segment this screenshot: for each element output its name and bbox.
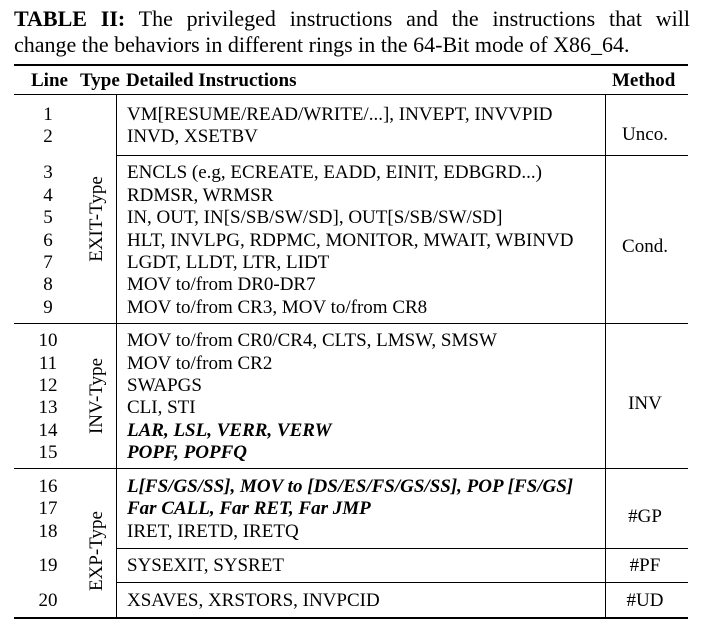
row-instructions: MOV to/from CR0/CR4, CLTS, LMSW, SMSW (127, 330, 497, 351)
header-method: Method (612, 70, 676, 91)
row-line-number: 10 (38, 330, 58, 351)
row-line-number: 11 (38, 353, 58, 374)
row-line-number: 15 (38, 442, 58, 463)
row-line-number: 20 (38, 590, 58, 611)
row-instructions: IN, OUT, IN[S/SB/SW/SD], OUT[S/SB/SW/SD] (127, 207, 503, 228)
bottom-rule (14, 617, 688, 619)
row-instructions: HLT, INVLPG, RDPMC, MONITOR, MWAIT, WBINVD (127, 230, 574, 251)
group-divider (14, 468, 688, 469)
row-instructions: LGDT, LLDT, LTR, LIDT (127, 252, 330, 273)
row-divider (117, 548, 688, 549)
row-instructions: L[FS/GS/SS], MOV to [DS/ES/FS/GS/SS], POP [FS/GS] (127, 476, 574, 497)
row-instructions: CLI, STI (127, 397, 196, 418)
row-divider (117, 582, 688, 583)
row-line-number: 9 (43, 297, 53, 318)
method-pf: #PF (629, 555, 661, 576)
caption-label: TABLE II: (14, 6, 126, 31)
row-line-number: 3 (43, 162, 53, 183)
top-rule (14, 64, 688, 66)
row-line-number: 6 (43, 230, 53, 251)
row-line-number: 2 (43, 126, 53, 147)
row-instructions: MOV to/from CR3, MOV to/from CR8 (127, 297, 428, 318)
row-instructions: MOV to/from CR2 (127, 353, 273, 374)
row-line-number: 19 (38, 555, 58, 576)
caption-line2: change the behaviors in different rings in the 64-Bit mode of X86_64. (14, 32, 630, 57)
type-exit: EXIT-Type (86, 176, 107, 262)
method-inv: INV (628, 393, 662, 414)
method-gp: #GP (628, 506, 662, 527)
method-cond: Cond. (622, 236, 668, 257)
group-divider (14, 323, 688, 324)
method-divider (605, 95, 606, 617)
row-line-number: 7 (43, 252, 53, 273)
type-inv: INV-Type (86, 357, 107, 435)
row-instructions: XSAVES, XRSTORS, INVPCID (127, 590, 380, 611)
row-line-number: 12 (38, 375, 58, 396)
row-line-number: 13 (38, 397, 58, 418)
header-detailed-instructions: Detailed Instructions (126, 70, 297, 91)
header-line: Line (31, 70, 68, 91)
caption-line1: The privileged instructions and the instructions that will (125, 6, 690, 31)
row-instructions: Far CALL, Far RET, Far JMP (127, 498, 371, 519)
row-divider (117, 155, 688, 156)
row-instructions: MOV to/from DR0-DR7 (127, 274, 316, 295)
row-instructions: LAR, LSL, VERR, VERW (127, 420, 332, 441)
row-instructions: SWAPGS (127, 375, 202, 396)
row-line-number: 18 (38, 521, 58, 542)
row-instructions: IRET, IRETD, IRETQ (127, 521, 299, 542)
row-line-number: 17 (38, 498, 58, 519)
type-divider (116, 95, 117, 617)
type-exp: EXP-Type (86, 511, 107, 591)
row-instructions: ENCLS (e.g, ECREATE, EADD, EINIT, EDBGRD...) (127, 162, 542, 183)
row-line-number: 1 (43, 104, 53, 125)
row-line-number: 4 (43, 185, 53, 206)
row-line-number: 14 (38, 420, 58, 441)
method-ud: #UD (626, 590, 664, 611)
header-type: Type (80, 70, 120, 91)
row-instructions: INVD, XSETBV (127, 126, 258, 147)
row-instructions: POPF, POPFQ (127, 442, 247, 463)
row-line-number: 5 (43, 207, 53, 228)
row-line-number: 8 (43, 274, 53, 295)
row-line-number: 16 (38, 476, 58, 497)
table-caption (14, 6, 690, 58)
method-unco: Unco. (622, 124, 668, 145)
row-instructions: SYSEXIT, SYSRET (127, 555, 284, 576)
row-instructions: RDMSR, WRMSR (127, 185, 274, 206)
row-instructions: VM[RESUME/READ/WRITE/...], INVEPT, INVVPID (127, 104, 553, 125)
